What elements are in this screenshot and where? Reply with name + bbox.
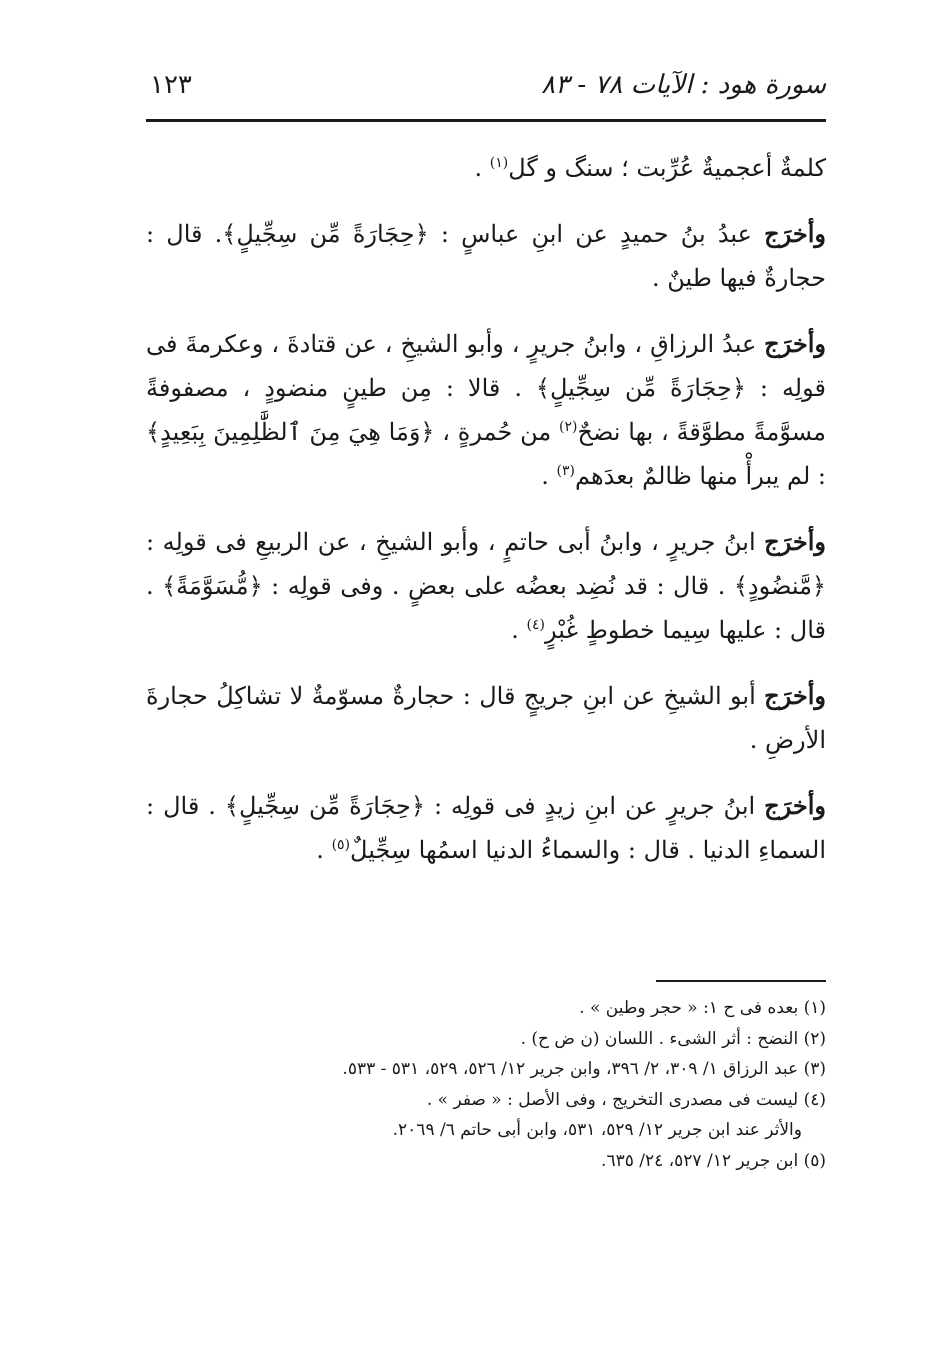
paragraph-text: كلمةٌ أعجميةٌ عُرِّبت ؛ سنگ و گل [508,154,826,182]
paragraph-text: ابنُ جريرٍ ، وابنُ أبى حاتمٍ ، وأبو الشيخِ ، عن الربيعِ فى قولِه : ﴿مَّنضُودٍ﴾ . قال : قد نُضِد بعضُه على بعضٍ . وفى قولِه : ﴿مُّسَوَّمَةً﴾ . قال : عليها سِيما خطوطٍ غُبْرٍ [146,528,826,644]
paragraph-lead: وأخرَج [764,527,826,556]
paragraph-4 [146,520,826,652]
footnote-marker: (٣) [556,463,575,479]
footnote-3: (٣) عبد الرزاق ١/ ٣٠٩، ٢/ ٣٩٦، وابن جرير ١٢/ ٥٢٦، ٥٢٩، ٥٣١ - ٥٣٣. [342,1059,826,1079]
footnote-marker: (١) [489,155,509,171]
page-header [146,68,826,108]
paragraph-lead: وأخرَج [764,791,826,820]
footnote-4-continued: والأثر عند ابن جرير ١٢/ ٥٢٩، ٥٣١، وابن أبى حاتم ٦/ ٢٠٦٩. [392,1120,802,1140]
paragraph-6 [146,784,826,872]
footnote-5: (٥) ابن جرير ١٢/ ٥٢٧، ٢٤/ ٦٣٥. [601,1150,826,1171]
paragraph-text: أبو الشيخِ عن ابنِ جريجٍ قال : حجارةٌ مسوّمةٌ لا تشاكِلُ حجارةَ الأرضِ . [146,682,826,754]
main-text [146,146,826,894]
paragraph-end: . [474,154,490,182]
paragraph-end: . [511,616,527,644]
paragraph-1 [146,146,826,190]
footnote-marker: (٥) [331,837,351,853]
book-page [146,0,826,1345]
paragraph-3 [146,322,826,498]
paragraph-text: ابنُ جريرٍ عن ابنِ زيدٍ فى قولِه : ﴿حِجَارَةً مِّن سِجِّيلٍ﴾ . قال : السماءِ الدنيا . قال : والسماءُ الدنيا اسمُها سِجِّيلٌ [146,792,826,864]
paragraph-lead: وأخرَج [764,681,826,710]
paragraph-text: عبدُ الرزاقِ ، وابنُ جريرٍ ، وأبو الشيخِ ، عن قتادةَ ، وعكرمةَ فى قولِه : ﴿حِجَارَةً مِّن سِجِّيلٍ﴾ . قالا : مِن طينٍ منضودٍ ، مصفوفةً مسوَّمةً مطوَّقةً ، بها نضحٌ [146,330,826,446]
header-rule [146,119,826,122]
footnote-marker: (٤) [526,617,545,633]
paragraph-end: . [541,462,557,490]
footnote-rule [656,980,826,982]
footnote-4: (٤) ليست فى مصدرى التخريج ، وفى الأصل : « صفر » . [426,1089,826,1110]
paragraph-5 [146,674,826,762]
footnote-marker: (٢) [558,419,578,435]
page-number: ١٢٣ [150,70,192,100]
running-title: سورة هود : الآيات ٧٨ - ٨٣ [541,70,826,100]
paragraph-text: عبدُ بنُ حميدٍ عن ابنِ عباسٍ : ﴿حِجَارَةً مِّن سِجِّيلٍ﴾. قال : حجارةٌ فيها طينٌ . [146,220,826,292]
paragraph-lead: وأخرَج [764,329,826,358]
paragraph-end: . [316,836,332,864]
paragraph-lead: وأخرَج [764,219,826,248]
footnotes [146,993,826,1176]
paragraph-2 [146,212,826,300]
footnote-1: (١) بعده فى ح ١: « حجر وطين » . [579,998,826,1018]
paragraph-text-continued: من حُمرةٍ ، ﴿وَمَا هِيَ مِنَ ٱلظَّٰلِمِينَ بِبَعِيدٍ﴾ : لم يبرأْ منها ظالمٌ بعدَهم [146,418,826,490]
footnote-2: (٢) النضح : أثر الشىء . اللسان (ن ض ح) . [520,1028,826,1049]
